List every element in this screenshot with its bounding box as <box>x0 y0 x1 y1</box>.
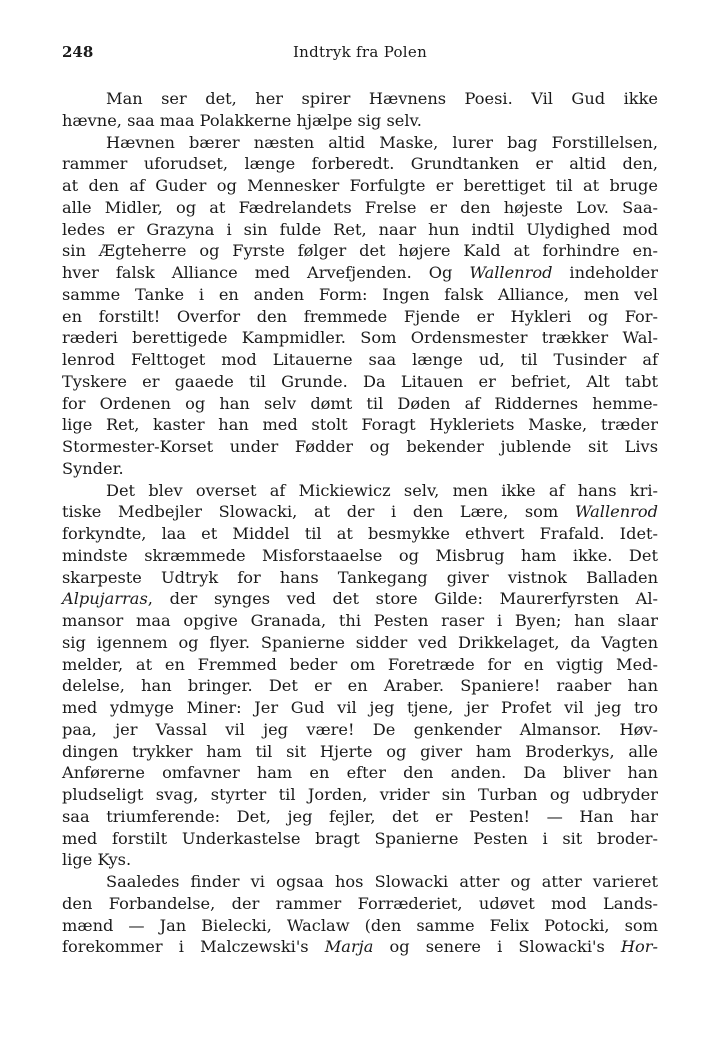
text-segment: Tyskere er gaaede til Grunde. Da Litauen er befriet, Alt tabt <box>62 371 658 391</box>
italic-title: Alpujarras <box>62 589 148 609</box>
body-text <box>62 88 658 958</box>
text-line <box>62 501 658 523</box>
text-segment: Saaledes finder vi ogsaa hos Slowacki atter og atter varieret <box>106 872 658 891</box>
text-segment: den Forbandelse, der rammer Forræderiet, udøvet mod Lands- <box>62 893 658 913</box>
text-segment: hævne, saa maa Polakkerne hjælpe sig selv. <box>62 110 422 130</box>
text-line <box>62 936 658 958</box>
text-segment: alle Midler, og at Fædrelandets Frelse er den højeste Lov. Saa- <box>62 197 658 217</box>
text-line <box>62 654 658 676</box>
text-line <box>62 545 658 567</box>
text-line <box>62 110 658 132</box>
text-segment: tiske Medbejler Slowacki, at der i den Lære, som <box>62 502 575 522</box>
text-segment: lige Ret, kaster han med stolt Foragt Hykleriets Maske, træder <box>62 415 658 435</box>
text-line <box>62 806 658 828</box>
text-line <box>62 88 658 110</box>
text-line <box>62 458 658 480</box>
text-line <box>62 132 658 154</box>
text-segment: hver falsk Alliance med Arvefjenden. Og <box>62 263 470 282</box>
text-segment: samme Tanke i en anden Form: Ingen falsk Alliance, men vel <box>62 284 658 304</box>
text-line <box>62 175 658 197</box>
italic-title: Marja <box>324 937 374 957</box>
text-segment: saa triumferende: Det, jeg fejler, det er Pesten! — Han har <box>62 806 658 826</box>
text-line <box>62 784 658 806</box>
text-segment: dingen trykker ham til sit Hjerte og giver ham Broderkys, alle <box>62 741 658 761</box>
text-segment: forkyndte, laa et Middel til at besmykke ethvert Frafald. Idet- <box>62 524 658 543</box>
text-line <box>62 480 658 502</box>
text-segment: skarpeste Udtryk for hans Tankegang giver vistnok Balladen <box>62 567 658 587</box>
text-segment: melder, at en Fremmed beder om Foretræde for en vigtig Med- <box>62 654 658 674</box>
text-line <box>62 828 658 850</box>
text-segment: mindste skræmmede Misforstaaelse og Misbrug ham ikke. Det <box>62 545 658 565</box>
text-line <box>62 849 658 871</box>
text-segment: mansor maa opgive Granada, thi Pesten raser i Byen; han slaar <box>62 611 658 630</box>
text-line <box>62 719 658 741</box>
text-segment: Man ser det, her spirer Hævnens Poesi. Vil Gud ikke <box>106 89 658 108</box>
text-line <box>62 523 658 545</box>
text-segment: forekommer i Malczewski's <box>62 937 325 957</box>
text-segment: mænd — Jan Bielecki, Waclaw (den samme Felix Potocki, som <box>62 915 658 935</box>
text-segment: Synder. <box>62 458 124 478</box>
italic-title: Hor- <box>620 937 658 957</box>
text-line <box>62 284 658 306</box>
text-line <box>62 697 658 719</box>
text-segment: delelse, han bringer. Det er en Araber. Spaniere! raaber han <box>62 676 658 696</box>
text-line <box>62 327 658 349</box>
text-segment: at den af Guder og Mennesker Forfulgte er berettiget til at bruge <box>62 176 658 195</box>
text-segment: med forstilt Underkastelse bragt Spanierne Pesten i sit broder- <box>62 828 658 848</box>
text-line <box>62 436 658 458</box>
text-line <box>62 197 658 219</box>
book-page <box>62 40 658 958</box>
page-number: 248 <box>62 43 94 61</box>
text-line <box>62 588 658 610</box>
text-segment: sig igennem og flyer. Spanierne sidder ved Drikkelaget, da Vagten <box>62 632 658 652</box>
text-segment: rammer uforudset, længe forberedt. Grundtanken er altid den, <box>62 154 658 174</box>
text-segment: ledes er Grazyna i sin fulde Ret, naar hun indtil Ulydighed mod <box>62 219 658 239</box>
text-segment: sin Ægteherre og Fyrste følger det højere Kald at forhindre en- <box>62 241 658 261</box>
text-line <box>62 762 658 784</box>
text-segment: en forstilt! Overfor den fremmede Fjende er Hykleri og For- <box>62 306 658 326</box>
page-header <box>62 40 658 64</box>
text-line <box>62 632 658 654</box>
italic-title: Wallenrod <box>469 263 553 282</box>
text-line <box>62 262 658 284</box>
text-line <box>62 414 658 436</box>
text-line <box>62 871 658 893</box>
text-segment: Det blev overset af Mickiewicz selv, men ikke af hans kri- <box>106 480 658 500</box>
text-line <box>62 349 658 371</box>
text-line <box>62 567 658 589</box>
text-line <box>62 741 658 763</box>
text-segment: paa, jer Vassal vil jeg være! De genkender Almansor. Høv- <box>62 719 658 739</box>
text-line <box>62 675 658 697</box>
text-segment: med ydmyge Miner: Jer Gud vil jeg tjene, jer Profet vil jeg tro <box>62 698 658 717</box>
text-line <box>62 371 658 393</box>
text-segment: pludseligt svag, styrter til Jorden, vrider sin Turban og udbryder <box>62 785 658 804</box>
text-segment: indeholder <box>552 263 659 282</box>
text-line <box>62 153 658 175</box>
text-line <box>62 219 658 241</box>
text-line <box>62 610 658 632</box>
text-line <box>62 915 658 937</box>
running-title: Indtryk fra Polen <box>292 43 428 61</box>
text-segment: lige Kys. <box>62 850 132 870</box>
text-line <box>62 893 658 915</box>
text-segment: for Ordenen og han selv dømt til Døden af Riddernes hemme- <box>62 393 658 413</box>
text-line <box>62 306 658 328</box>
text-segment: og senere i Slowacki's <box>373 937 621 957</box>
text-line <box>62 240 658 262</box>
text-segment: lenrod Felttoget mod Litauerne saa længe ud, til Tusinder af <box>62 350 658 369</box>
text-segment: Hævnen bærer næsten altid Maske, lurer bag Forstillelsen, <box>106 132 658 152</box>
italic-title: Wallenrod <box>574 502 658 522</box>
text-segment: Stormester-Korset under Fødder og bekender jublende sit Livs <box>62 437 658 456</box>
text-line <box>62 393 658 415</box>
text-segment: ræderi berettigede Kampmidler. Som Ordensmester trækker Wal- <box>62 328 658 348</box>
text-segment: Anførerne omfavner ham en efter den anden. Da bliver han <box>62 763 658 783</box>
text-segment: , der synges ved det store Gilde: Maurerfyrsten Al- <box>147 589 658 609</box>
